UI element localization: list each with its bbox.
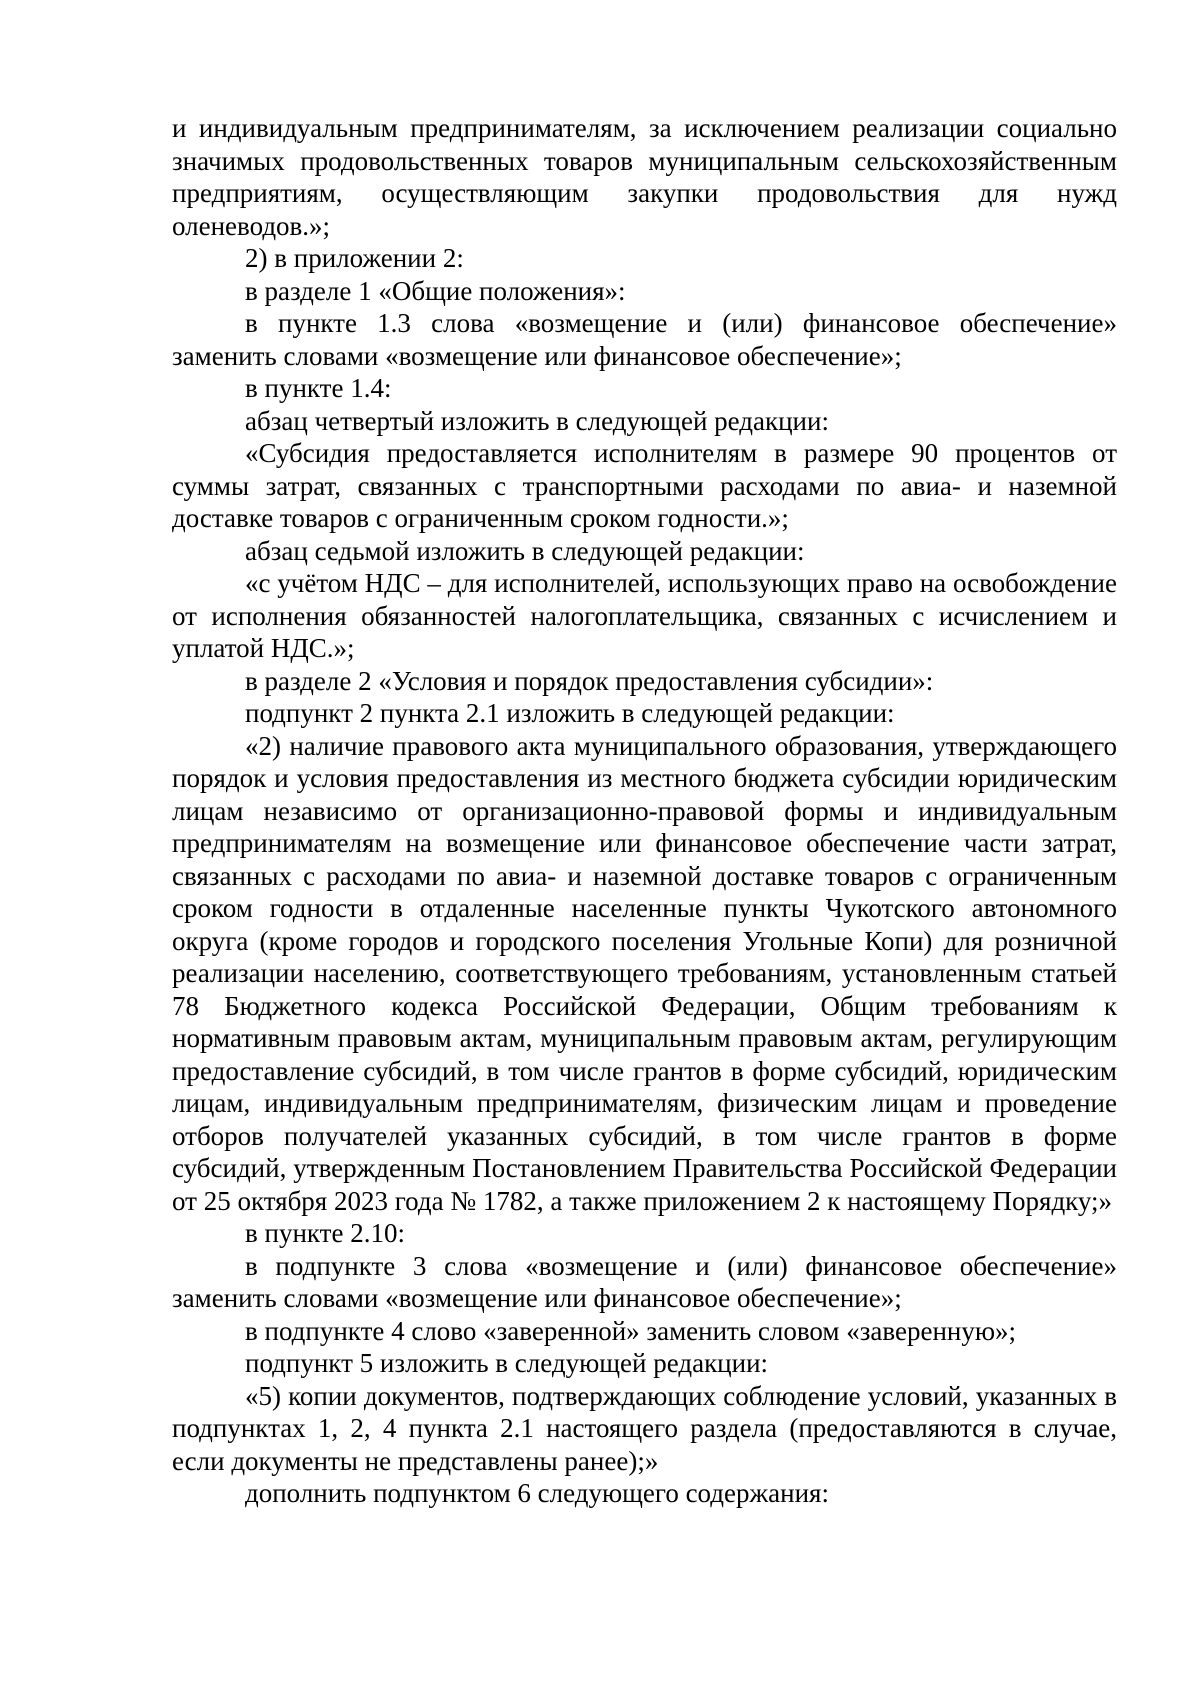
document-body [172,112,1117,1510]
paragraph-subitem-4: в подпункте 4 слово «заверенной» заменить словом «заверенную»; [245,1315,1017,1346]
paragraph-vat: «с учётом НДС – для исполнителей, использующих право на освобождение от исполнения обязанностей налогоплательщика, связанных с исчислением и уплатой НДС.»; [172,568,1117,663]
paragraph-documents-copies: «5) копии документов, подтверждающих соблюдение условий, указанных в подпунктах 1, 2, 4 пункта 2.1 настоящего раздела (предоставляются в случае, если документы не представлены ранее);» [172,1380,1117,1476]
paragraph-legal-act: «2) наличие правового акта муниципального образования, утверждающего порядок и условия предоставления из местного бюджета субсидии юридическим лицам независимо от организационно-правовой формы и индивидуальным предпринимателям на возмещение или финансовое обеспечение части затрат, связанных с расходами по авиа- и наземной доставке товаров с ограниченным сроком годности в отдаленные населенные пункты Чукотского автономного округа (кроме городов и городского поселения Угольные Копи) для розничной реализации населению, соответствующего требованиям, установленным статьей 78 Бюджетного кодекса Российской Федерации, Общим требованиям к нормативным правовым актам, муниципальным правовым актам, регулирующим предоставление субсидий, в том числе грантов в форме субсидий, юридическим лицам, индивидуальным предпринимателям, физическим лицам и проведение отборов получателей указанных субсидий, в том числе грантов в форме субсидий, утвержденным Постановлением Правительства Российской Федерации от 25 октября 2023 года № 1782, а также приложением 2 к настоящему Порядку;» [172,730,1117,1216]
paragraph-section-1: в разделе 1 «Общие положения»: [245,275,626,306]
paragraph-continuation: и индивидуальным предпринимателям, за исключением реализации социально значимых продовольственных товаров муниципальным сельскохозяйственным предприятиям, осуществляющим закупки продовольствия для нужд оленеводов.»; [172,113,1117,241]
paragraph-abzac-7: абзац седьмой изложить в следующей редакции: [245,535,805,566]
paragraph-subitem-6: дополнить подпунктом 6 следующего содержания: [245,1478,829,1508]
paragraph-subsidy-percent: «Субсидия предоставляется исполнителям в размере 90 процентов от суммы затрат, связанных с транспортными расходами по авиа- и наземной доставке товаров с ограниченным сроком годности.»; [172,438,1117,533]
paragraph-subitem-2: подпункт 2 пункта 2.1 изложить в следующей редакции: [245,698,895,728]
paragraph-item-2-10: в пункте 2.10: [245,1218,405,1248]
paragraph-appendix-2: 2) в приложении 2: [245,243,464,273]
paragraph-section-2: в разделе 2 «Условия и порядок предоставления субсидии»: [245,665,934,696]
paragraph-item-1-3: в пункте 1.3 слова «возмещение и (или) финансовое обеспечение» заменить словами «возмещение или финансовое обеспечение»; [172,308,1117,371]
paragraph-subitem-3: в подпункте 3 слова «возмещение и (или) финансовое обеспечение» заменить словами «возмещение или финансовое обеспечение»; [172,1250,1117,1313]
paragraph-item-1-4: в пункте 1.4: [245,373,392,403]
paragraph-abzac-4: абзац четвертый изложить в следующей редакции: [245,405,829,436]
paragraph-subitem-5: подпункт 5 изложить в следующей редакции: [245,1348,769,1378]
